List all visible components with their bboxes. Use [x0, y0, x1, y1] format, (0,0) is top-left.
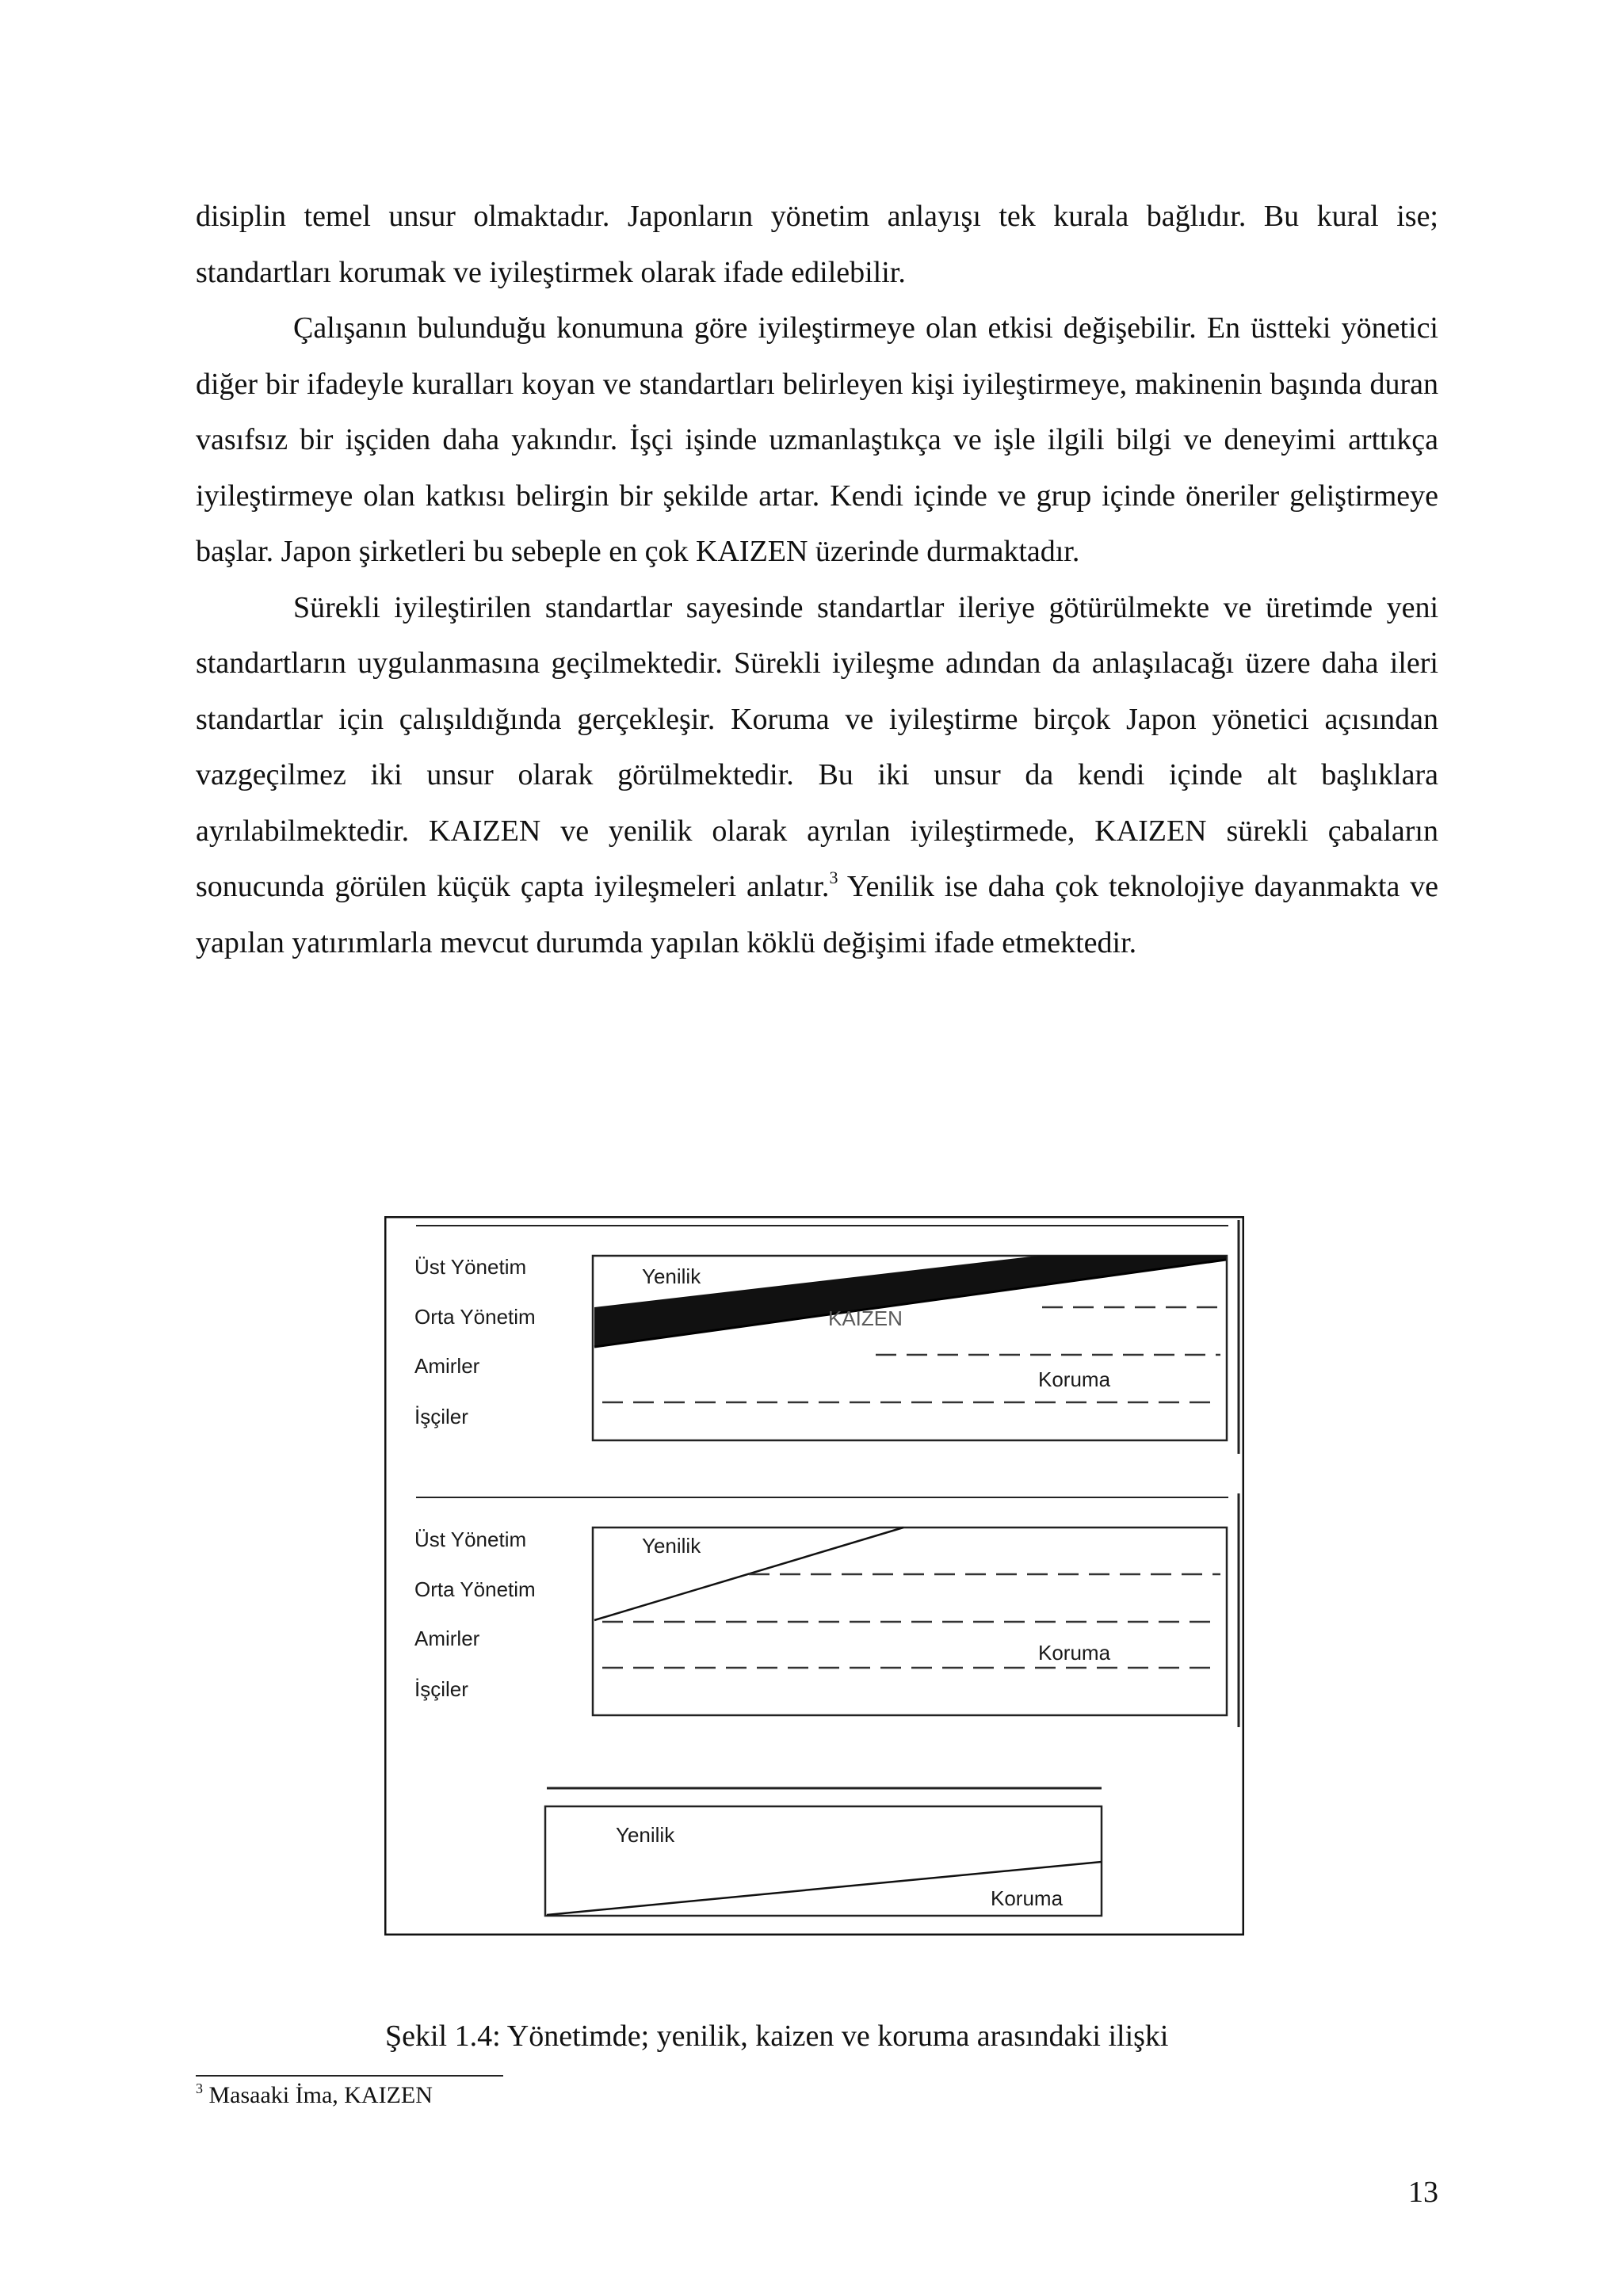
panel-1-level-middle: Orta Yönetim — [414, 1305, 536, 1329]
footnote-reference[interactable]: 3 — [829, 868, 838, 887]
panel-2-innovation-label: Yenilik — [642, 1534, 701, 1558]
paragraph-3 — [196, 580, 1438, 971]
panel-1-innovation-label: Yenilik — [642, 1264, 701, 1288]
panel-1-kaizen-label: KAIZEN — [828, 1306, 903, 1330]
paragraph-2: Çalışanın bulunduğu konumuna göre iyileştirmeye olan etkisi değişebilir. En üstteki yönetici diğer bir ifadeyle kuralları koyan ve standartları belirleyen kişi iyileştirmeye, makinenin başında duran vasıfsız bir işçiden daha yakındır. İşçi işinde uzmanlaştıkça ve işle ilgili bilgi ve deneyimi arttıkça iyileştirmeye olan katkısı belirgin bir şekilde artar. Kendi içinde ve grup içinde öneriler geliştirmeye başlar. Japon şirketleri bu sebeple en çok KAIZEN üzerinde durmaktadır. — [196, 311, 1438, 568]
body-text — [196, 189, 1438, 971]
panel-1-level-supervisors: Amirler — [414, 1354, 480, 1378]
page-number: 13 — [1408, 2176, 1438, 2209]
panel-2-level-supervisors: Amirler — [414, 1627, 480, 1650]
panel-2-level-middle: Orta Yönetim — [414, 1577, 536, 1601]
paragraph-3-continuation: Yenilik ise daha çok teknolojiye dayanmakta ve yapılan yatırımlarla mevcut durumda yapılan köklü değişimi ifade etmektedir. — [196, 870, 1438, 959]
paragraph-1: disiplin temel unsur olmaktadır. Japonların yönetim anlayışı tek kurala bağlıdır. Bu kural ise; standartları korumak ve iyileştirmek olarak ifade edilebilir. — [196, 200, 1438, 289]
footnote-text: Masaaki İma, KAIZEN — [208, 2082, 433, 2108]
panel-3-maintenance-label: Koruma — [991, 1886, 1064, 1910]
panel-1-maintenance-label: Koruma — [1038, 1367, 1111, 1391]
panel-2-maintenance-label: Koruma — [1038, 1641, 1111, 1665]
panel-1-level-workers: İşçiler — [414, 1405, 468, 1428]
panel-2-level-workers: İşçiler — [414, 1677, 468, 1701]
figure-innovation-kaizen-maintenance — [384, 1216, 1244, 1936]
figure-diagram — [384, 1216, 1244, 1936]
panel-1-level-top: Üst Yönetim — [414, 1255, 527, 1279]
panel-3-innovation-label: Yenilik — [616, 1823, 675, 1847]
paragraph-3-text: Sürekli iyileştirilen standartlar sayesinde standartlar ileriye götürülmekte ve üretimde yeni standartların uygulanmasına geçilmektedir. Sürekli iyileşme adından da anlaşılacağı üzere daha ileri standartlar için çalışıldığında gerçekleşir. Koruma ve iyileştirme birçok Japon yönetici açısından vazgeçilmez iki unsur olarak görülmektedir. Bu iki unsur da kendi içinde alt başlıklara ayrılabilmektedir. KAIZEN ve yenilik olarak ayrılan iyileştirmede, KAIZEN sürekli çabaların sonucunda görülen küçük çapta iyileşmeleri anlatır. — [196, 590, 1438, 903]
panel-2-level-top: Üst Yönetim — [414, 1527, 527, 1551]
footnote — [196, 2082, 433, 2109]
footnote-number: 3 — [196, 2081, 203, 2096]
figure-caption: Şekil 1.4: Yönetimde; yenilik, kaizen ve koruma arasındaki ilişki — [385, 2019, 1169, 2053]
footnote-separator — [196, 2075, 503, 2077]
